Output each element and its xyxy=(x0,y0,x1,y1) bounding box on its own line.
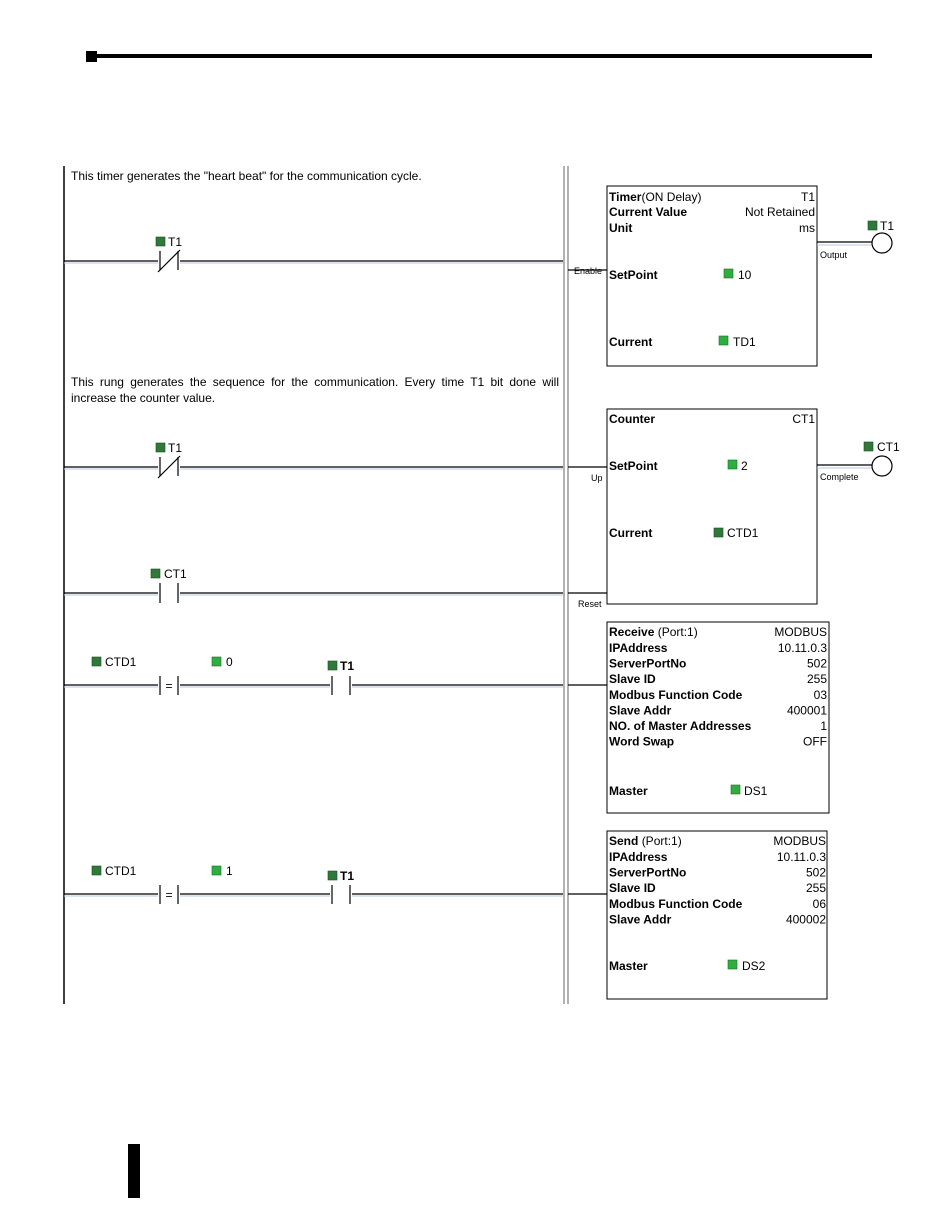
data-icon xyxy=(728,960,737,969)
rung2-comment: This rung generates the sequence for the communication. Every time T1 bit done will increase the counter value. xyxy=(71,375,559,405)
bit-icon xyxy=(868,221,877,230)
data-icon xyxy=(92,866,101,875)
param-label: Slave Addr xyxy=(609,912,672,927)
param-value: 400001 xyxy=(786,703,827,718)
setpoint-value: 10 xyxy=(738,268,752,282)
output-coil[interactable] xyxy=(872,233,892,253)
compare-left: CTD1 xyxy=(105,864,137,878)
output-coil[interactable] xyxy=(872,456,892,476)
data-icon xyxy=(719,336,728,345)
param-label: Modbus Function Code xyxy=(609,896,743,911)
master-label: Master xyxy=(609,959,648,973)
send-title: Send (Port:1) xyxy=(609,834,682,848)
rung1-comment: This timer generates the "heart beat" for the communication cycle. xyxy=(71,169,422,183)
data-icon xyxy=(212,657,221,666)
data-icon xyxy=(212,866,221,875)
bit-icon xyxy=(156,443,165,452)
bit-icon xyxy=(156,237,165,246)
param-label: ServerPortNo xyxy=(609,865,687,880)
timer-tag: T1 xyxy=(800,190,815,204)
param-value: OFF xyxy=(803,734,827,749)
receive-tag: MODBUS xyxy=(774,625,827,639)
param-label: ServerPortNo xyxy=(609,656,687,671)
compare-right: 0 xyxy=(226,655,233,669)
current-value-label: Current Value xyxy=(609,205,688,219)
output-label: Output xyxy=(820,250,848,260)
param-value: 502 xyxy=(806,656,827,671)
param-value: 255 xyxy=(806,672,827,687)
enable-label: Enable xyxy=(574,266,603,276)
contact-address: T1 xyxy=(340,869,355,883)
rung-2 xyxy=(64,409,900,609)
current-value-value: Not Retained xyxy=(744,205,815,219)
counter-box[interactable] xyxy=(607,409,817,604)
up-label: Up xyxy=(591,473,603,483)
current-label: Current xyxy=(609,335,653,349)
compare-right: 1 xyxy=(226,864,233,878)
param-value: 502 xyxy=(805,865,826,880)
param-value: 255 xyxy=(805,881,826,896)
coil-address: CT1 xyxy=(877,440,900,454)
compare-operator: = xyxy=(165,679,173,693)
data-icon xyxy=(731,785,740,794)
setpoint-label: SetPoint xyxy=(609,459,658,473)
param-label: Slave Addr xyxy=(609,703,672,718)
counter-tag: CT1 xyxy=(792,412,815,426)
master-label: Master xyxy=(609,784,648,798)
unit-label: Unit xyxy=(609,221,633,235)
data-icon xyxy=(724,269,733,278)
param-label: Slave ID xyxy=(609,881,656,896)
data-icon xyxy=(714,528,723,537)
contact-address: T1 xyxy=(168,441,183,455)
send-tag: MODBUS xyxy=(773,834,826,848)
counter-title: Counter xyxy=(609,412,655,426)
setpoint-label: SetPoint xyxy=(609,268,658,282)
data-icon xyxy=(728,460,737,469)
compare-left: CTD1 xyxy=(105,655,137,669)
param-label: Word Swap xyxy=(609,734,675,749)
param-value: 400002 xyxy=(785,912,826,927)
contact-address: T1 xyxy=(340,659,355,673)
bit-icon xyxy=(328,871,337,880)
timer-title: Timer(ON Delay) xyxy=(609,190,702,204)
current-label: Current xyxy=(609,526,653,540)
param-label: IPAddress xyxy=(609,850,668,864)
param-value: 1 xyxy=(820,719,827,733)
rung-4 xyxy=(64,831,827,999)
data-icon xyxy=(92,657,101,666)
bit-icon xyxy=(328,661,337,670)
rung-1 xyxy=(64,186,894,366)
setpoint-value: 2 xyxy=(741,459,748,473)
master-value: DS1 xyxy=(744,784,768,798)
param-label: IPAddress xyxy=(609,641,668,655)
param-label: Slave ID xyxy=(609,672,656,687)
bit-icon xyxy=(864,442,873,451)
compare-operator: = xyxy=(165,888,173,902)
contact-address: T1 xyxy=(168,235,183,249)
current-value: CTD1 xyxy=(727,526,759,540)
master-value: DS2 xyxy=(742,959,766,973)
complete-label: Complete xyxy=(820,472,859,482)
param-value: 10.11.0.3 xyxy=(776,850,826,864)
receive-title: Receive (Port:1) xyxy=(609,625,698,639)
param-value: 06 xyxy=(812,896,826,911)
param-label: NO. of Master Addresses xyxy=(609,719,752,733)
rung-3 xyxy=(64,622,829,813)
param-value: 10.11.0.3 xyxy=(777,641,827,655)
coil-address: T1 xyxy=(880,219,895,233)
param-value: 03 xyxy=(813,687,827,702)
reset-label: Reset xyxy=(578,599,602,609)
param-label: Modbus Function Code xyxy=(609,687,743,702)
contact-address: CT1 xyxy=(164,567,187,581)
unit-value: ms xyxy=(799,221,815,235)
current-value: TD1 xyxy=(733,335,756,349)
bit-icon xyxy=(151,569,160,578)
